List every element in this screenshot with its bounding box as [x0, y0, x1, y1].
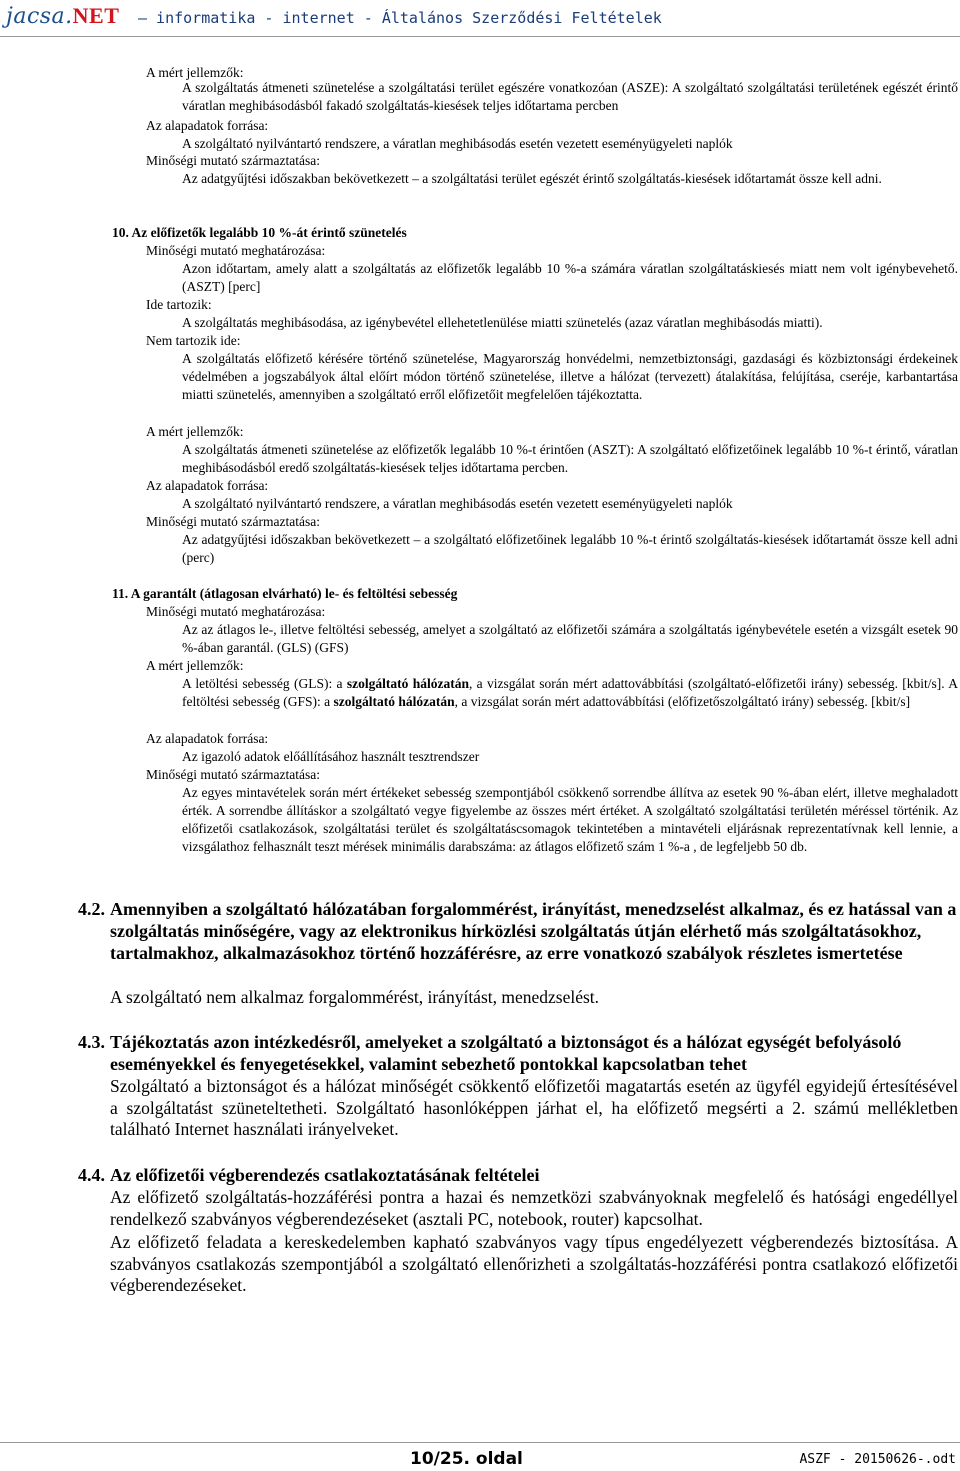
measured-text: A szolgáltatás átmeneti szünetelése az előfizetők legalább 10 %-t érintően (ASZT): A szolgáltató előfizetőinek legalább 10 %-t érintő, váratlan meghibásodásból eredő szolgáltatás-kiesések teljes időtartama percben.: [182, 442, 958, 475]
source-text: A szolgáltató nyilvántartó rendszere, a váratlan meghibásodás esetén vezetett eseményügyeleti naplók: [182, 496, 733, 511]
section-number: 4.3.: [78, 1032, 105, 1052]
section-body: A szolgáltató nem alkalmaz forgalommérést, irányítást, menedzselést.: [110, 987, 600, 1007]
section-body: Szolgáltató a biztonságot és a hálózat minőségét csökkentő előfizetői magatartás esetén az ügyfél egyidejű értesítésével a szolgáltatást szüneteltetheti. Szolgáltató hasonlóképpen járhat el, ha előfizető megsérti a 2. számú mellékletben található Internet használati irányelveket.: [110, 1076, 958, 1139]
site-logo[interactable]: jacsa.NET: [6, 3, 120, 29]
section-number: 4.2.: [78, 899, 105, 919]
section-body: Az előfizető szolgáltatás-hozzáférési pontra a hazai és nemzetközi szabványoknak megfelelő és hatósági engedéllyel rendelkező szabványos végberendezéseket (asztali PC, notebook, router) kapcsolhat.: [110, 1187, 958, 1229]
footer-divider: [0, 1442, 960, 1443]
definition-text: Az az átlagos le-, illetve feltöltési sebesség, amelyet a szolgáltató az előfizetői számára a szolgáltatás igénybevétele esetén a vizsgált esetek 90 %-ában garantál. (GLS) (GFS): [182, 622, 958, 655]
section-title: Az előfizetői végberendezés csatlakoztatásának feltételei: [110, 1165, 540, 1185]
measured-label: A mért jellemzők:: [146, 65, 244, 80]
definition-label: Minőségi mutató meghatározása:: [146, 243, 326, 258]
derive-label: Minőségi mutató származtatása:: [146, 514, 320, 529]
document-id: ASZF - 20150626-.odt: [799, 1452, 956, 1467]
measured-label: A mért jellemzők:: [146, 658, 244, 673]
section-title: Amennyiben a szolgáltató hálózatában forgalommérést, irányítást, menedzselést alkalmaz, és ez hatással van a szolgáltatás minőségére, vagy az elektronikus hírközlési szolgáltatás útján elérhető más szolgáltatásokhoz, tartalmakhoz, alkalmazásokhoz történő hozzáférésre, az erre vonatkozó szabályok részletes ismertetése: [110, 899, 957, 963]
excludes-label: Nem tartozik ide:: [146, 333, 241, 348]
measured-label: A mért jellemzők:: [146, 424, 244, 439]
breadcrumb: – informatika - internet - Általános Szerződési Feltételek: [138, 9, 662, 27]
measured-text: A szolgáltatás átmeneti szünetelése a szolgáltatási terület egészére vonatkozóan (ASZE): A szolgáltató szolgáltatási területének egészét érintő váratlan meghibásodásból fakadó szolgáltatás-kiesések teljes időtartama percben: [182, 80, 958, 113]
derive-text: Az egyes mintavételek során mért értékeket sebesség szempontjából csökkenő sorrendbe állítva az esetek 90 %-ában elért, illetve meghaladott érték. A sorrendbe állításkor a szolgáltató vegye figyelembe az összes mért értéket. A szolgáltató szolgáltatási területén méréssel történik. Az előfizetői csatlakozások, szolgáltatási terület és szolgáltatáscsomagok tekintetében a mintavételi eljárásnak reprezentatívnak kell lennie, a vizsgálathoz felhasznált teszt mérések minimális darabszáma: az átlagos előfizető szám 1 %-a , de legfeljebb 50 db.: [182, 785, 958, 854]
includes-text: A szolgáltatás meghibásodása, az igénybevétel ellehetetlenülése miatti szünetelés (azaz váratlan meghibásodás miatti).: [182, 315, 823, 330]
section-number: 4.4.: [78, 1165, 105, 1185]
section-11-heading: 11. A garantált (átlagosan elvárható) le- és feltöltési sebesség: [112, 586, 458, 601]
section-body: Az előfizető feladata a kereskedelemben kapható szabványos vagy típus engedélyezett végberendezés biztosítása. A szabványos csatlakozás szempontjából a szolgáltató ellenőrizheti a szolgáltatás-hozzáférési pontra csatlakozó előfizetői végberendezéseket.: [110, 1232, 958, 1295]
measured-text: A letöltési sebesség (GLS): a szolgáltató hálózatán, a vizsgálat során mért adattovábbítási (szolgáltató-előfizetői irány) sebesség. [kbit/s]. A feltöltési sebesség (GFS): a szolgáltató hálózatán, a vizsgálat során mért adattovábbítási (előfizetőszolgáltató irány) sebesség. [kbit/s]: [182, 676, 958, 709]
source-label: Az alapadatok forrása:: [146, 478, 269, 493]
derive-text: Az adatgyűjtési időszakban bekövetkezett – a szolgáltató előfizetőinek legalább 10 %-t érintő szolgáltatás-kiesések időtartamát össze kell adni (perc): [182, 532, 958, 565]
definition-text: Azon időtartam, amely alatt a szolgáltatás az előfizetők legalább 10 %-a számára váratlan szolgáltatáskiesés miatt nem volt igénybevehető. (ASZT) [perc]: [182, 261, 958, 294]
definition-label: Minőségi mutató meghatározása:: [146, 604, 326, 619]
page-number: 10/25. oldal: [410, 1449, 523, 1469]
derive-text: Az adatgyűjtési időszakban bekövetkezett – a szolgáltatási terület egészét érintő szolgáltatás-kiesések időtartamát össze kell adni.: [182, 171, 882, 186]
section-10-heading: 10. Az előfizetők legalább 10 %-át érintő szünetelés: [112, 225, 407, 240]
source-label: Az alapadatok forrása:: [146, 118, 269, 133]
site-header: [0, 0, 960, 37]
source-label: Az alapadatok forrása:: [146, 731, 269, 746]
source-text: A szolgáltató nyilvántartó rendszere, a váratlan meghibásodás esetén vezetett eseményügyeleti naplók: [182, 136, 733, 151]
includes-label: Ide tartozik:: [146, 297, 212, 312]
source-text: Az igazoló adatok előállításához használt tesztrendszer: [182, 749, 480, 764]
excludes-text: A szolgáltatás előfizető kérésére történő szünetelése, Magyarország honvédelmi, nemzetbiztonsági, gazdasági és közbiztonsági érdekeinek védelmében a jogszabályok által előírt módon történő szünetelése, illetve a hálózat (tervezett) átalakítása, felújítása, cseréje, karbantartása miatti szünetelés, amennyiben a szolgáltató erről előfizetőit megfelelően tájékoztatta.: [182, 351, 958, 402]
section-title: Tájékoztatás azon intézkedésről, amelyeket a szolgáltató a biztonságot és a hálózat egységét befolyásoló eseményekkel és fenyegetésekkel, valamint sebezhető pontokkal kapcsolatban tehet: [110, 1032, 902, 1074]
derive-label: Minőségi mutató származtatása:: [146, 767, 320, 782]
derive-label: Minőségi mutató származtatása:: [146, 153, 320, 168]
